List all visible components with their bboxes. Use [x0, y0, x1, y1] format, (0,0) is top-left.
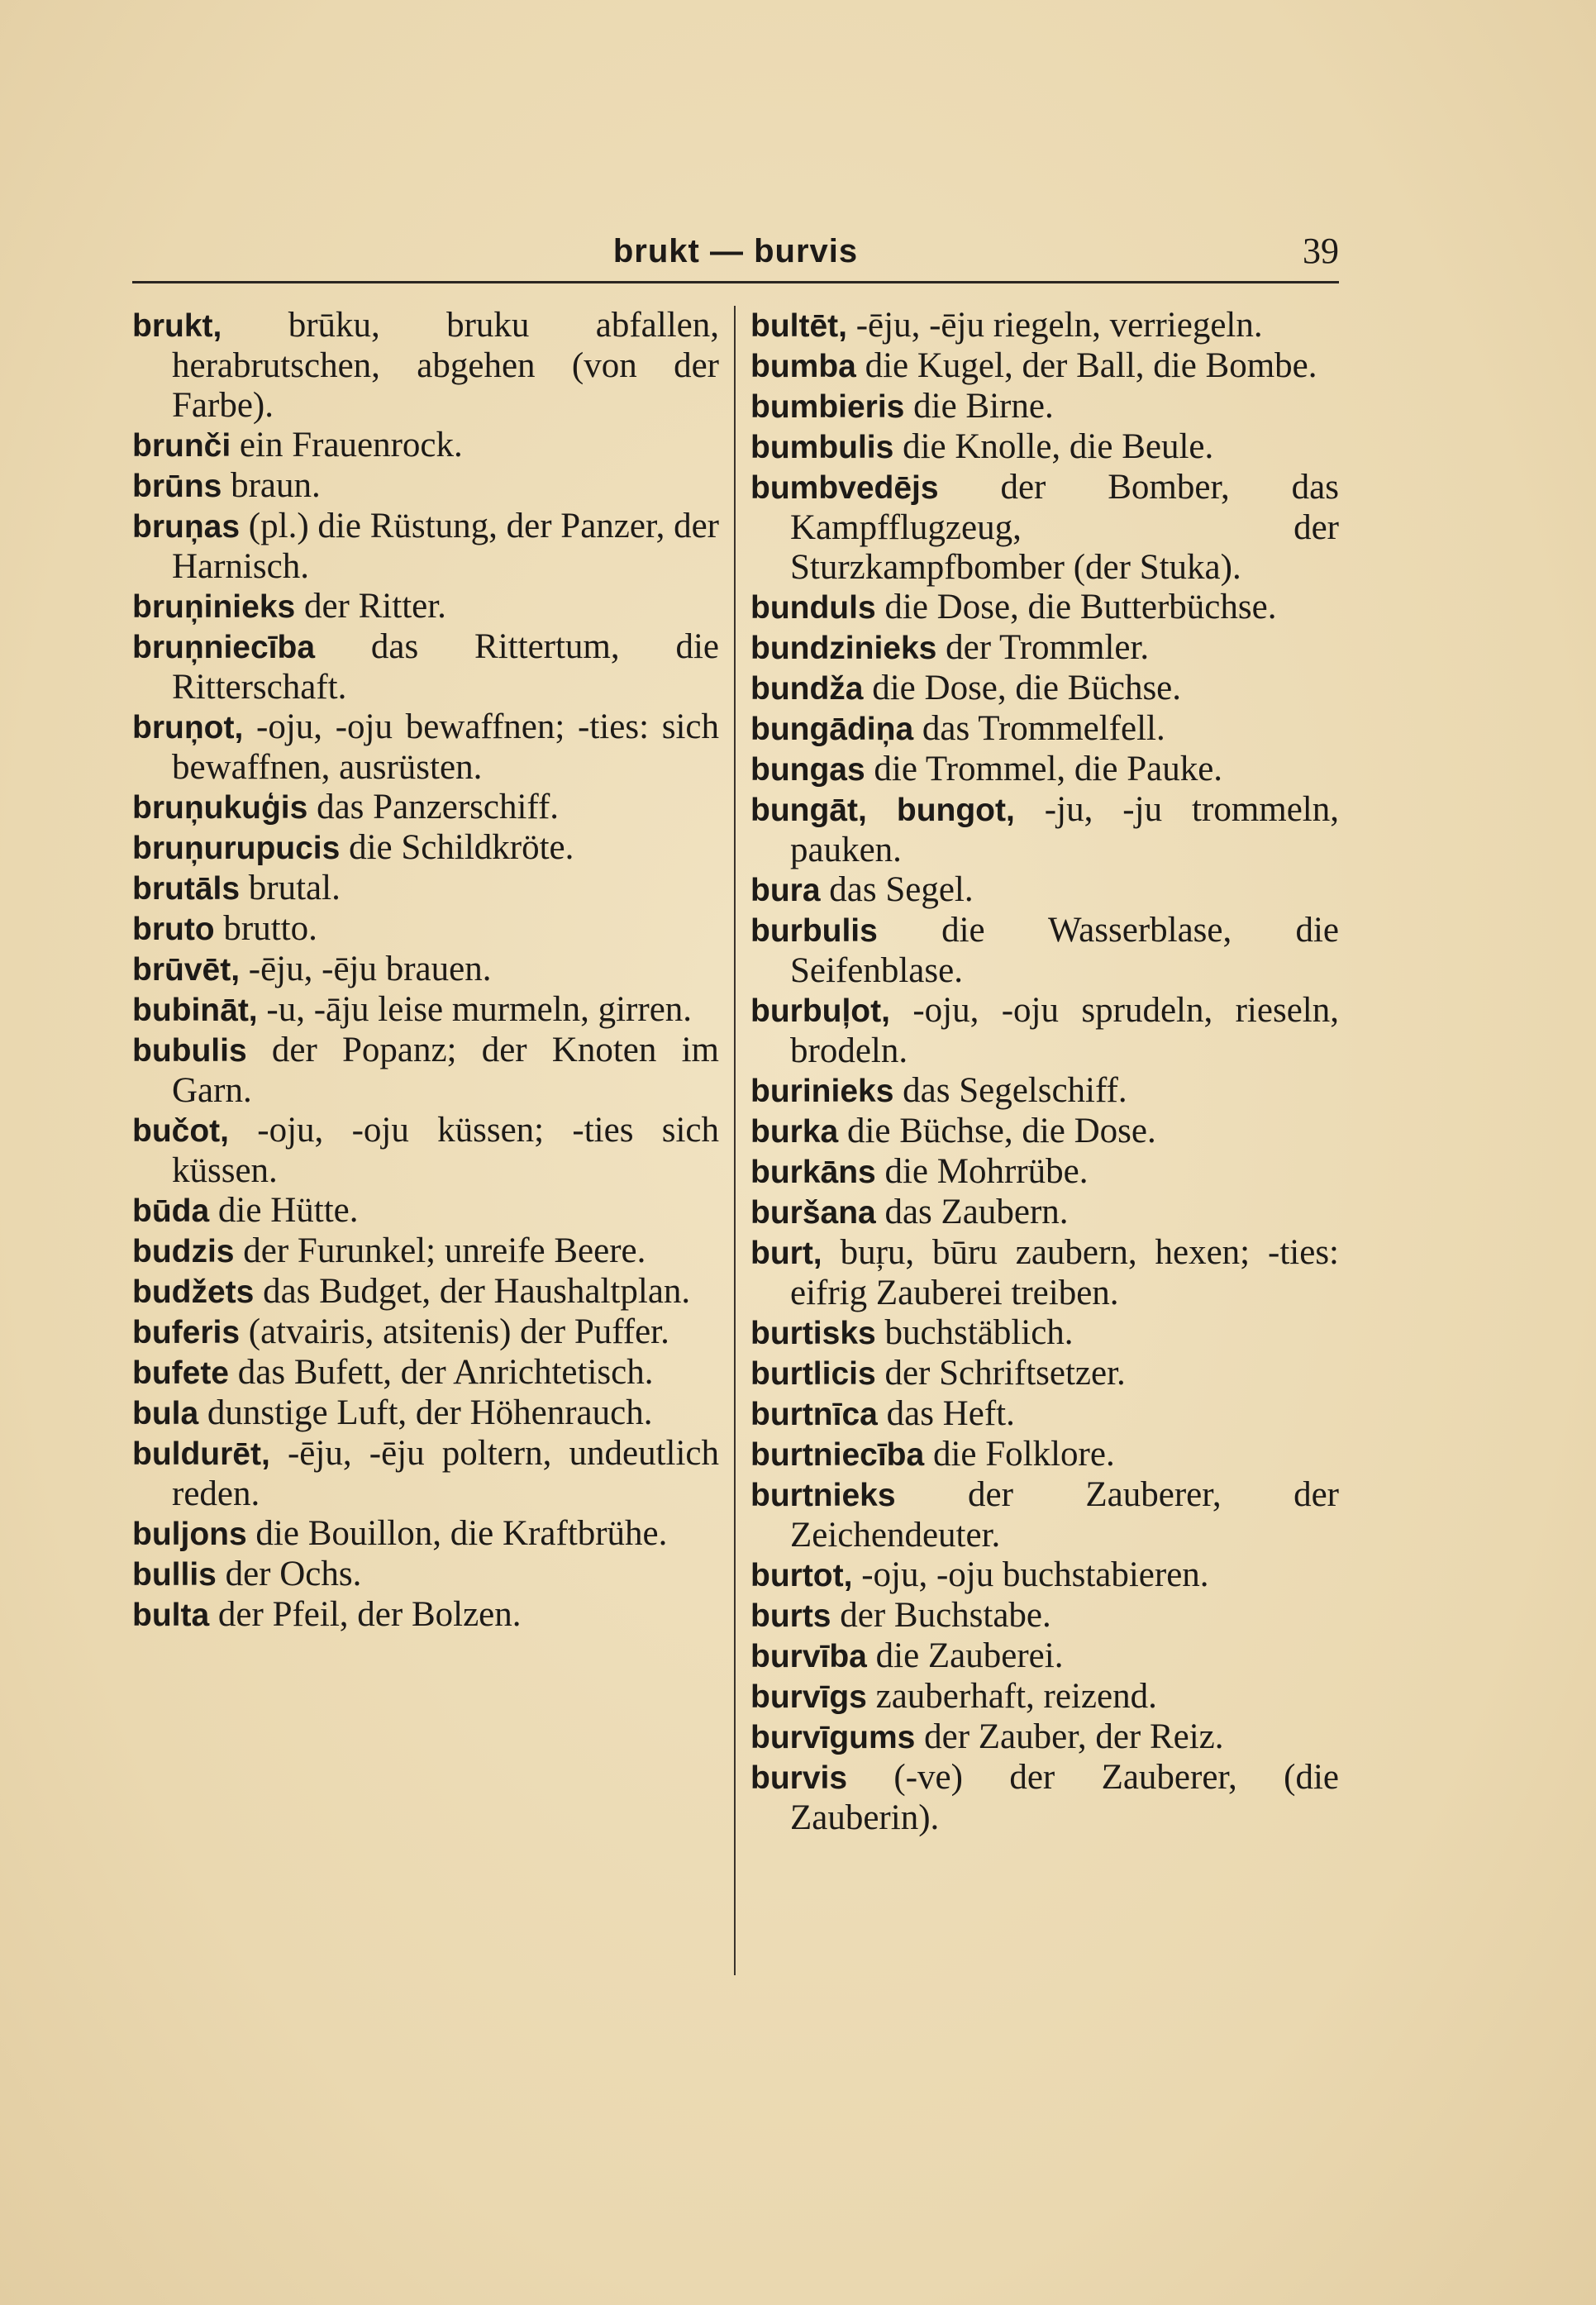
headword: burvīgs: [750, 1679, 867, 1715]
dictionary-entry: [750, 306, 1339, 346]
dictionary-entry: [750, 588, 1339, 628]
definition: die Kugel, der Ball, die Bombe.: [855, 346, 1317, 385]
dictionary-entry: [750, 1636, 1339, 1677]
definition: die Bouillon, die Kraftbrühe.: [246, 1514, 668, 1553]
definition: das Trommelfell.: [913, 709, 1165, 748]
definition: braun.: [222, 466, 321, 505]
headword: bučot,: [132, 1113, 229, 1149]
headword: buljons: [132, 1517, 247, 1552]
definition: das Segelschiff.: [893, 1071, 1127, 1110]
dictionary-entry: [750, 669, 1339, 709]
definition: -ēju, -ēju brauen.: [240, 950, 492, 988]
headword: bura: [750, 873, 821, 908]
definition: der Popanz; der Knoten im Garn.: [172, 1031, 719, 1110]
headword: brūvēt,: [132, 952, 241, 988]
definition: die Folklore.: [924, 1435, 1115, 1474]
running-head: [132, 230, 1339, 283]
headword: buferis: [132, 1315, 241, 1350]
definition: -oju, -oju sprudeln, rieseln, brodeln.: [790, 991, 1339, 1070]
dictionary-entry: [132, 869, 719, 909]
dictionary-entry: [132, 1393, 719, 1434]
headword: brūns: [132, 469, 222, 504]
definition: (atvairis, atsitenis) der Puffer.: [240, 1312, 669, 1351]
headword: burt,: [750, 1236, 822, 1271]
dictionary-entry: [132, 507, 719, 587]
definition: dunstige Luft, der Höhenrauch.: [198, 1393, 653, 1432]
headword: bumbulis: [750, 430, 894, 465]
headword: bruto: [132, 912, 215, 947]
headword: bungāt, bungot,: [750, 793, 1015, 828]
dictionary-entry: [750, 1313, 1339, 1354]
dictionary-entry: [750, 427, 1339, 468]
headword: burtniecība: [750, 1437, 925, 1473]
definition: die Wasserblase, die Seifenblase.: [790, 911, 1339, 990]
dictionary-entry: [132, 828, 719, 869]
dictionary-entry: [750, 387, 1339, 427]
headword: buršana: [750, 1195, 876, 1231]
headword: bultēt,: [750, 308, 847, 344]
headword: burtot,: [750, 1558, 853, 1593]
headword: budžets: [132, 1274, 255, 1310]
headword: bundzinieks: [750, 631, 937, 666]
dictionary-entry: [132, 587, 719, 627]
headword: bruņukuģis: [132, 790, 308, 826]
definition: die Schildkröte.: [340, 828, 574, 867]
dictionary-entry: [750, 1233, 1339, 1313]
dictionary-entry: [750, 1435, 1339, 1475]
definition: -oju, -oju küssen; -ties sich küssen.: [172, 1111, 719, 1190]
headword: burbulis: [750, 913, 878, 949]
headword: burtnīca: [750, 1397, 878, 1432]
definition: der Furunkel; unreife Beere.: [234, 1231, 646, 1270]
headword: burvīgums: [750, 1720, 916, 1755]
headword: bumba: [750, 349, 856, 384]
definition: der Pfeil, der Bolzen.: [209, 1595, 522, 1634]
headword: bufete: [132, 1355, 229, 1391]
headword: burtnieks: [750, 1478, 896, 1513]
definition: buchstäblich.: [875, 1313, 1074, 1352]
definition: das Segel.: [820, 870, 974, 909]
headword: bungas: [750, 752, 865, 788]
headword: bundža: [750, 671, 864, 707]
headword: bunduls: [750, 590, 876, 626]
headword: burinieks: [750, 1074, 894, 1109]
headword: brunči: [132, 428, 231, 464]
dictionary-entry: [132, 990, 719, 1031]
definition: das Budget, der Haushaltplan.: [254, 1272, 691, 1311]
definition: zauberhaft, reizend.: [866, 1677, 1157, 1716]
headword: bulta: [132, 1598, 210, 1633]
dictionary-entry: [132, 1312, 719, 1353]
dictionary-entry: [750, 1677, 1339, 1717]
definition: der Bomber, das Kampfflugzeug, der Sturzkampfbomber (der Stuka).: [790, 468, 1339, 587]
dictionary-entry: [132, 1595, 719, 1636]
definition: -ēju, -ēju riegeln, verriegeln.: [846, 306, 1263, 345]
headword: bumbieris: [750, 389, 905, 425]
definition: das Heft.: [877, 1394, 1015, 1433]
dictionary-entry: [132, 1231, 719, 1272]
dictionary-entry: [750, 1758, 1339, 1838]
definition: der Ochs.: [216, 1555, 362, 1593]
dictionary-entry: [750, 346, 1339, 387]
dictionary-entry: [132, 466, 719, 507]
definition: buŗu, būru zaubern, hexen; -ties: eifrig Zauberei treiben.: [790, 1233, 1339, 1312]
dictionary-entry: [132, 426, 719, 466]
headword: brukt,: [132, 308, 222, 344]
definition: der Zauber, der Reiz.: [915, 1717, 1224, 1756]
dictionary-entry: [750, 1555, 1339, 1596]
headword: burbuļot,: [750, 993, 890, 1029]
page-number: 39: [1303, 231, 1339, 271]
dictionary-entry: [750, 750, 1339, 790]
dictionary-entry: [750, 709, 1339, 750]
dictionary-entry: [132, 306, 719, 426]
headword: buldurēt,: [132, 1436, 270, 1472]
headword: brutāls: [132, 871, 241, 907]
headword: bruņniecība: [132, 630, 316, 665]
headword: burkāns: [750, 1155, 876, 1190]
right-column: [750, 306, 1339, 1838]
headword: bullis: [132, 1557, 217, 1593]
headword: bungādiņa: [750, 712, 914, 747]
headword: burvis: [750, 1760, 848, 1796]
headword: bruņot,: [132, 710, 244, 745]
dictionary-entry: [132, 950, 719, 990]
definition: brutto.: [214, 909, 317, 948]
dictionary-entry: [132, 788, 719, 828]
headword: bruņurupucis: [132, 831, 341, 866]
definition: die Zauberei.: [866, 1636, 1064, 1675]
dictionary-entry: [750, 1717, 1339, 1758]
dictionary-entry: [132, 909, 719, 950]
definition: die Trommel, die Pauke.: [865, 750, 1223, 788]
dictionary-entry: [132, 1434, 719, 1514]
dictionary-entry: [750, 1071, 1339, 1112]
headword: bruņas: [132, 509, 241, 545]
dictionary-entry: [750, 628, 1339, 669]
dictionary-entry: [750, 991, 1339, 1071]
definition: das Zaubern.: [875, 1193, 1069, 1231]
dictionary-entry: [132, 1555, 719, 1595]
dictionary-entry: [750, 468, 1339, 588]
definition: der Ritter.: [295, 587, 446, 626]
headword: bula: [132, 1396, 199, 1431]
dictionary-entry: [750, 1152, 1339, 1193]
headword: budzis: [132, 1234, 235, 1269]
definition: -u, -āju leise murmeln, girren.: [257, 990, 693, 1029]
headword: burka: [750, 1114, 839, 1150]
dictionary-entry: [750, 1112, 1339, 1152]
headword: bumbvedējs: [750, 470, 939, 506]
definition: die Knolle, die Beule.: [893, 427, 1214, 466]
column-divider: [734, 306, 736, 1975]
definition: -ju, -ju trommeln, pauken.: [790, 790, 1339, 869]
headword: bruņinieks: [132, 589, 296, 625]
definition: -ēju, -ēju poltern, undeutlich reden.: [172, 1434, 719, 1513]
definition: -oju, -oju bewaffnen; -ties: sich bewaffnen, ausrüsten.: [172, 707, 719, 787]
dictionary-entry: [132, 1031, 719, 1111]
dictionary-entry: [750, 1475, 1339, 1555]
definition: brutal.: [240, 869, 341, 907]
definition: das Bufett, der Anrichtetisch.: [229, 1353, 654, 1392]
definition: die Dose, die Butterbüchse.: [875, 588, 1277, 626]
definition: die Büchse, die Dose.: [838, 1112, 1156, 1150]
dictionary-entry: [132, 1111, 719, 1191]
headword: burts: [750, 1598, 831, 1634]
dictionary-entry: [132, 707, 719, 788]
definition: die Hütte.: [209, 1191, 359, 1230]
definition: brūku, bruku abfallen, herabrutschen, abgehen (von der Farbe).: [172, 306, 719, 425]
dictionary-entry: [750, 870, 1339, 911]
dictionary-entry: [132, 1191, 719, 1231]
dictionary-entry: [750, 1354, 1339, 1394]
headword: būda: [132, 1193, 210, 1229]
definition: der Zauberer, der Zeichendeuter.: [790, 1475, 1339, 1555]
headword: burtisks: [750, 1316, 876, 1351]
definition: (-ve) der Zauberer, (die Zauberin).: [790, 1758, 1339, 1837]
definition: der Schriftsetzer.: [875, 1354, 1126, 1393]
definition: der Buchstabe.: [831, 1596, 1051, 1635]
headword: burvība: [750, 1639, 867, 1674]
definition: die Dose, die Büchse.: [863, 669, 1182, 707]
definition: das Rittertum, die Ritterschaft.: [172, 627, 719, 707]
dictionary-entry: [750, 1193, 1339, 1233]
dictionary-entry: [750, 911, 1339, 991]
definition: -oju, -oju buchstabieren.: [852, 1555, 1209, 1594]
dictionary-entry: [132, 1514, 719, 1555]
definition: der Trommler.: [936, 628, 1150, 667]
dictionary-entry: [132, 627, 719, 707]
headword: burtlicis: [750, 1356, 876, 1392]
definition: die Mohrrübe.: [875, 1152, 1089, 1191]
headword: bubulis: [132, 1033, 247, 1069]
headword: bubināt,: [132, 993, 258, 1028]
definition: (pl.) die Rüstung, der Panzer, der Harnisch.: [172, 507, 719, 586]
dictionary-entry: [132, 1272, 719, 1312]
definition: ein Frauenrock.: [231, 426, 463, 464]
dictionary-entry: [750, 1596, 1339, 1636]
definition: die Birne.: [904, 387, 1054, 426]
dictionary-entry: [132, 1353, 719, 1393]
dictionary-entry: [750, 1394, 1339, 1435]
dictionary-entry: [750, 790, 1339, 870]
left-column: [132, 306, 719, 1636]
running-head-title: brukt — burvis: [612, 233, 859, 269]
definition: das Panzerschiff.: [307, 788, 560, 826]
